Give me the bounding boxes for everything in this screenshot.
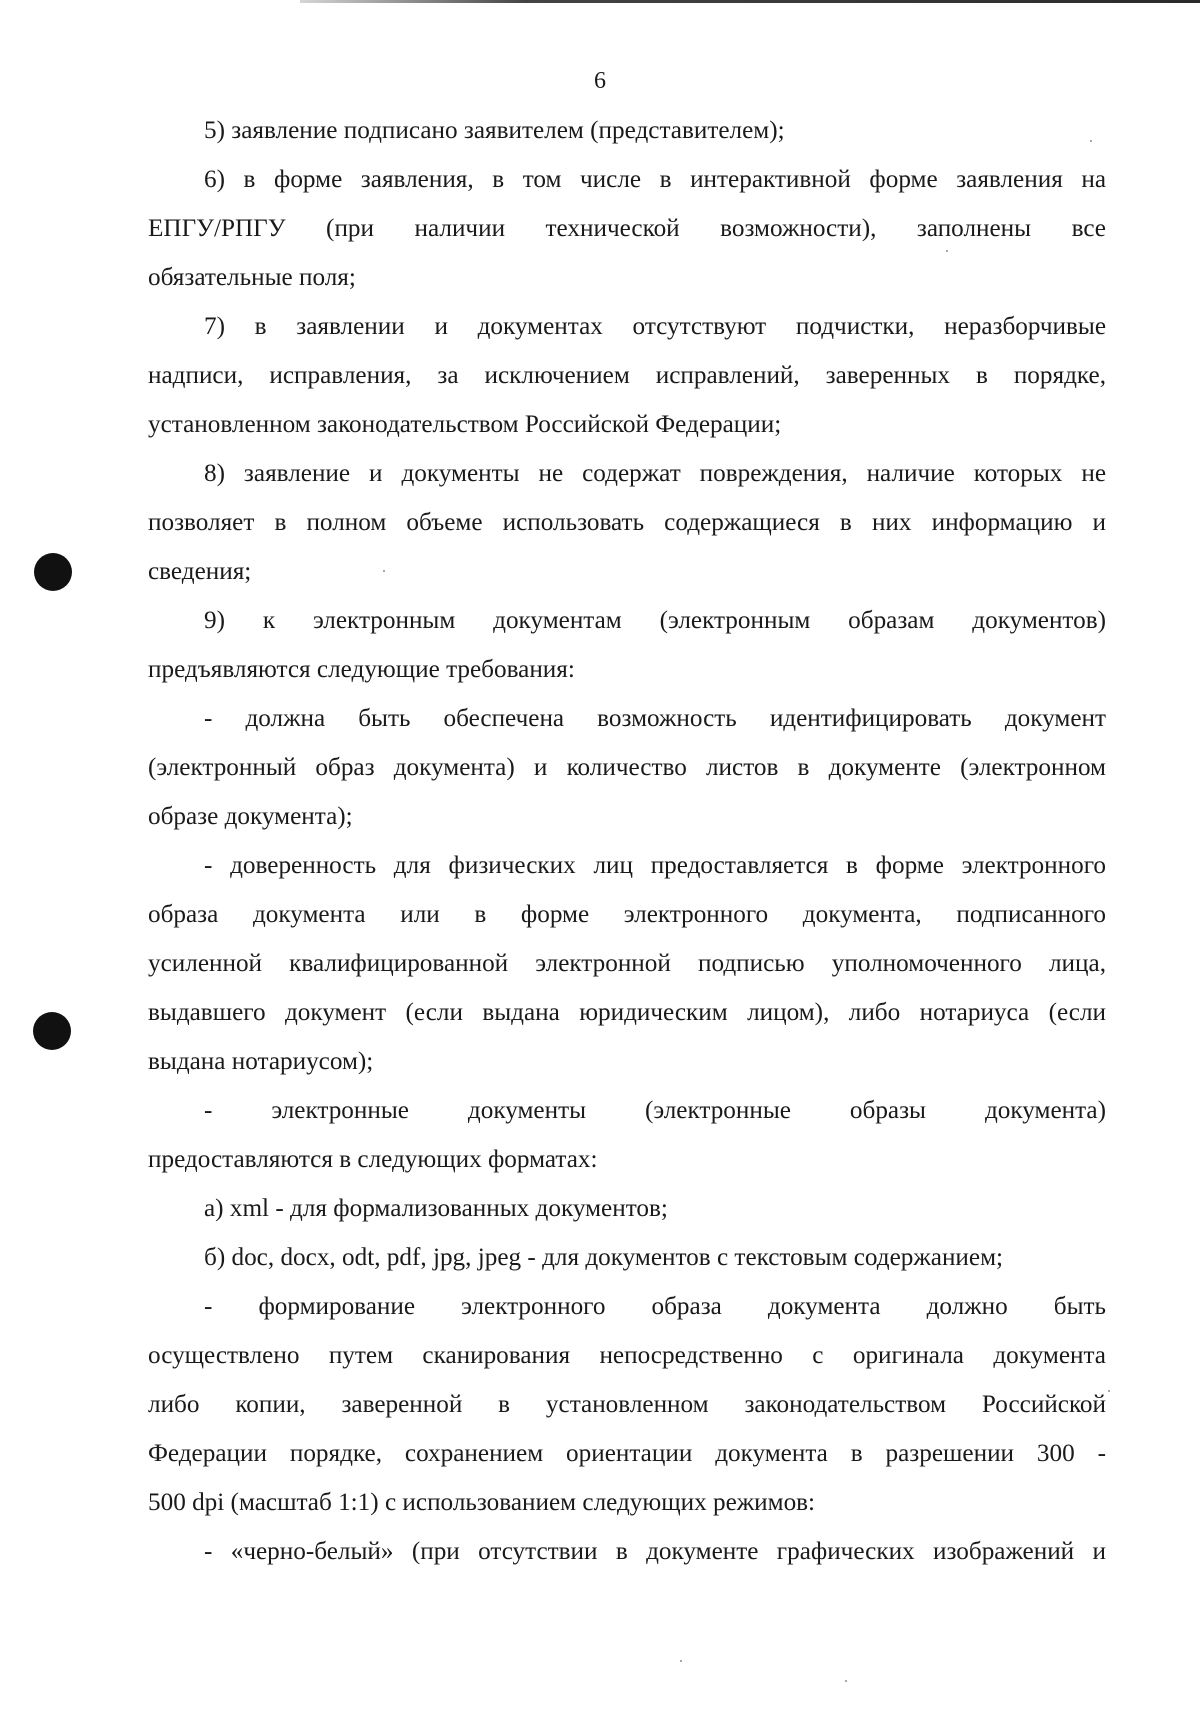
item-7: [148, 302, 1106, 449]
requirement-line: - формирование электронного образа документа должно быть: [204, 1293, 1106, 1320]
scan-speck: [680, 1660, 682, 1662]
item-6-line: ЕПГУ/РПГУ (при наличии технической возможности), заполнены все: [148, 215, 1106, 242]
item-9-line: 9) к электронным документам (электронным образам документов): [204, 607, 1106, 634]
requirement-identification: [148, 694, 1106, 841]
item-8-line: позволяет в полном объеме использовать содержащиеся в них информацию и: [148, 509, 1106, 536]
requirement-line: образе документа);: [148, 803, 353, 830]
item-5: 5) заявление подписано заявителем (представителем);: [204, 117, 785, 144]
requirement-line: образа документа или в форме электронного документа, подписанного: [148, 901, 1106, 928]
format-item-b: б) doc, docx, odt, pdf, jpg, jpeg - для документов с текстовым содержанием;: [204, 1244, 1004, 1271]
requirement-scanning: [148, 1282, 1106, 1527]
format-item-a: а) xml - для формализованных документов;: [204, 1195, 668, 1222]
item-8: [148, 449, 1106, 596]
punch-hole-mark: [34, 553, 72, 591]
requirement-line: (электронный образ документа) и количество листов в документе (электронном: [148, 754, 1106, 781]
requirement-line: выдавшего документ (если выдана юридическим лицом), либо нотариуса (если: [148, 999, 1106, 1026]
requirement-line: - «черно-белый» (при отсутствии в документе графических изображений и: [204, 1538, 1106, 1565]
item-9-line: предъявляются следующие требования:: [148, 656, 575, 683]
item-8-line: 8) заявление и документы не содержат повреждения, наличие которых не: [204, 460, 1106, 487]
item-8-line: сведения;: [148, 558, 252, 585]
requirement-line: усиленной квалифицированной электронной подписью уполномоченного лица,: [148, 950, 1106, 977]
requirement-line: - должна быть обеспечена возможность идентифицировать документ: [204, 705, 1106, 732]
page-number: 6: [594, 68, 606, 94]
scan-top-edge: [300, 0, 1200, 3]
requirement-line: осуществлено путем сканирования непосредственно с оригинала документа: [148, 1342, 1106, 1369]
scan-speck: [1108, 1390, 1110, 1392]
punch-hole-mark: [33, 1012, 71, 1050]
requirement-line: либо копии, заверенной в установленном законодательством Российской: [148, 1391, 1106, 1418]
document-body: [148, 106, 1106, 1576]
item-9: [148, 596, 1106, 694]
requirement-bw-mode: [148, 1527, 1106, 1576]
requirement-line: - электронные документы (электронные образы документа): [204, 1097, 1106, 1124]
scan-speck: [845, 1680, 847, 1682]
requirement-power-of-attorney: [148, 841, 1106, 1086]
requirement-line: 500 dpi (масштаб 1:1) с использованием следующих режимов:: [148, 1489, 816, 1516]
item-6-line: обязательные поля;: [148, 264, 356, 291]
requirement-formats: [148, 1086, 1106, 1184]
requirement-line: - доверенность для физических лиц предоставляется в форме электронного: [204, 852, 1106, 879]
item-7-line: 7) в заявлении и документах отсутствуют подчистки, неразборчивые: [204, 313, 1106, 340]
requirement-line: Федерации порядке, сохранением ориентации документа в разрешении 300 -: [148, 1440, 1106, 1467]
item-6-line: 6) в форме заявления, в том числе в интерактивной форме заявления на: [204, 166, 1106, 193]
item-7-line: надписи, исправления, за исключением исправлений, заверенных в порядке,: [148, 362, 1106, 389]
item-7-line: установленном законодательством Российской Федерации;: [148, 411, 782, 438]
requirement-line: предоставляются в следующих форматах:: [148, 1146, 598, 1173]
requirement-line: выдана нотариусом);: [148, 1048, 374, 1075]
item-6: [148, 155, 1106, 302]
